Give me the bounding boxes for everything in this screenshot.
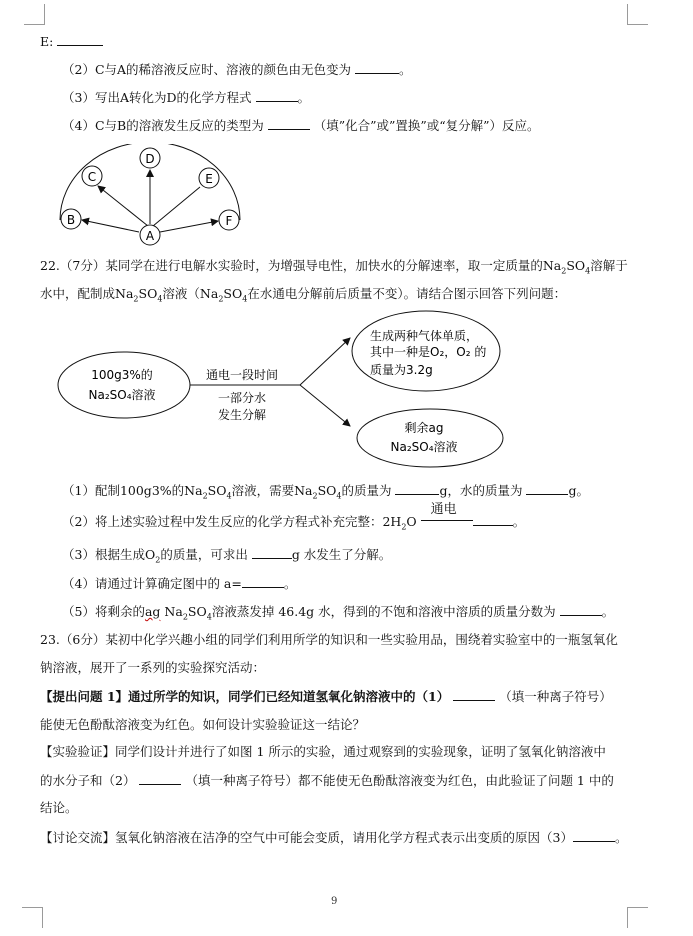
q21-arrow-a-f: [160, 221, 218, 232]
q21-line-a-e: [153, 187, 200, 226]
gas-products-label-3: 质量为3.2g: [370, 363, 433, 377]
q23-line-6: 的水分子和（2） （填一种离子符号）都不能使无色酚酞溶液变为红色，由此验证了问题 1 中的: [40, 773, 614, 788]
q23-line-2: 钠溶液，展开了一系列的实验探究活动：: [40, 660, 266, 675]
node-a-label: A: [145, 229, 155, 243]
q22-electrolysis-diagram: [56, 310, 516, 470]
q22-p5-blank[interactable]: [560, 603, 602, 616]
node-e-label: E: [205, 172, 213, 186]
q23-blank-3[interactable]: [573, 829, 615, 842]
node-f: [219, 210, 239, 230]
crop-mark-top-left: [24, 4, 45, 25]
q22-p1-blank-water[interactable]: [526, 482, 568, 495]
process-label-2: 一部分水: [217, 391, 267, 405]
q23-line-4: 能使无色酚酞溶液变为红色。如何设计实验验证这一结论？: [40, 717, 366, 732]
q21-relation-diagram: [52, 144, 252, 248]
remaining-solution-label-1: 剩余ag: [404, 421, 444, 435]
q21-part4: （4）C与B的溶液发生反应的类型为 （填”化合”或”置换”或“复分解”）反应。: [62, 118, 540, 133]
q23-blank-2[interactable]: [139, 772, 181, 785]
q21-p4-blank[interactable]: [268, 117, 310, 130]
q23-discussion: 【讨论交流】氢氧化钠溶液在洁净的空气中可能会变质，请用化学方程式表示出变质的原因（3） 。: [40, 830, 628, 845]
initial-solution-label-2: Na₂SO₄溶液: [88, 388, 156, 402]
reaction-condition: 通电: [421, 512, 473, 526]
gas-products-label-2: 其中一种是O₂，O₂ 的: [370, 345, 487, 359]
q22-heading: 22.（7分）某同学在进行电解水实验时，为增强导电性，加快水的分解速率，取一定质量的$Na_2SO_4$溶解于: [40, 258, 628, 276]
arrow-to-gases: [300, 338, 350, 385]
q21-e-line: [40, 33, 103, 50]
node-b: [61, 209, 81, 229]
q22-part4: （4）请通过计算确定图中的 a= 。: [62, 576, 297, 591]
q21-arrow-a-c: [98, 186, 148, 226]
q22-p3-blank[interactable]: [252, 546, 292, 559]
ellipse-initial-solution: [58, 352, 190, 418]
gas-products-label-1: 生成两种气体单质，: [370, 329, 479, 343]
q23-question-1: 【提出问题 1】通过所学的知识，同学们已经知道氢氧化钠溶液中的（1） （填一种离子符号）: [40, 689, 612, 704]
crop-mark-bottom-right: [627, 907, 648, 928]
q22-p1-blank-mass[interactable]: [395, 482, 439, 495]
q21-part2: （2）C与A的稀溶液反应时、溶液的颜色由无色变为 。: [62, 62, 412, 77]
node-c-label: C: [87, 170, 97, 184]
q22-heading-line2: 水中，配制成$Na_2SO_4$溶液（$Na_2SO_4$在水通电分解前后质量不变）。请结合图示回答下列问题：: [40, 286, 567, 304]
arrow-to-remaining: [300, 385, 350, 426]
q22-part2: （2）将上述实验过程中发生反应的化学方程式补充完整：$2H_2O$ 通电 。: [62, 502, 526, 532]
q21-e-blank[interactable]: [57, 33, 103, 46]
q22-part3: （3）根据生成$O_2$的质量，可求出 g 水发生了分解。: [62, 547, 392, 565]
q21-e-label: E:: [40, 34, 54, 49]
q23-experiment: 【实验验证】同学们设计并进行了如图 1 所示的实验，通过观察到的实验现象，证明了氢氧化钠溶液中: [40, 744, 606, 759]
q23-blank-1[interactable]: [453, 688, 495, 701]
ellipse-remaining-solution: [357, 409, 503, 467]
q22-p2-blank-products[interactable]: [473, 513, 513, 526]
q23-line-7: 结论。: [40, 800, 78, 815]
node-e: [199, 168, 219, 188]
q21-part3: （3）写出A转化为D的化学方程式 。: [62, 90, 311, 105]
node-f-label: F: [225, 214, 233, 228]
process-label-3: 发生分解: [217, 408, 267, 422]
node-c: [82, 166, 102, 186]
q22-p4-blank[interactable]: [242, 575, 284, 588]
crop-mark-top-right: [627, 4, 648, 25]
q21-arrow-a-b: [82, 220, 139, 232]
q23-line-1: 23.（6分）某初中化学兴趣小组的同学们利用所学的知识和一些实验用品，围绕着实验室中的一瓶氢氧化: [40, 632, 618, 647]
page-number: 9: [331, 896, 338, 907]
initial-solution-label-1: 100g3%的: [91, 368, 153, 382]
node-d: [140, 148, 160, 168]
node-b-label: B: [66, 213, 76, 227]
crop-mark-bottom-left: [22, 907, 43, 928]
node-d-label: D: [145, 152, 155, 166]
q22-part1: （1）配制100g3%的$Na_2SO_4$溶液，需要$Na_2SO_4$的质量为 g，水的质量为 g。: [62, 483, 589, 501]
process-label-1: 通电一段时间: [205, 368, 279, 382]
q22-part5: （5）将剩余的ag $Na_2SO_4$溶液蒸发掉 46.4g 水，得到的不饱和溶液中溶质的质量分数为 。: [62, 604, 615, 622]
node-a: [140, 225, 160, 245]
remaining-solution-label-2: Na₂SO₄溶液: [390, 440, 458, 454]
q21-p2-blank[interactable]: [355, 61, 399, 74]
q21-p3-blank[interactable]: [256, 89, 298, 102]
